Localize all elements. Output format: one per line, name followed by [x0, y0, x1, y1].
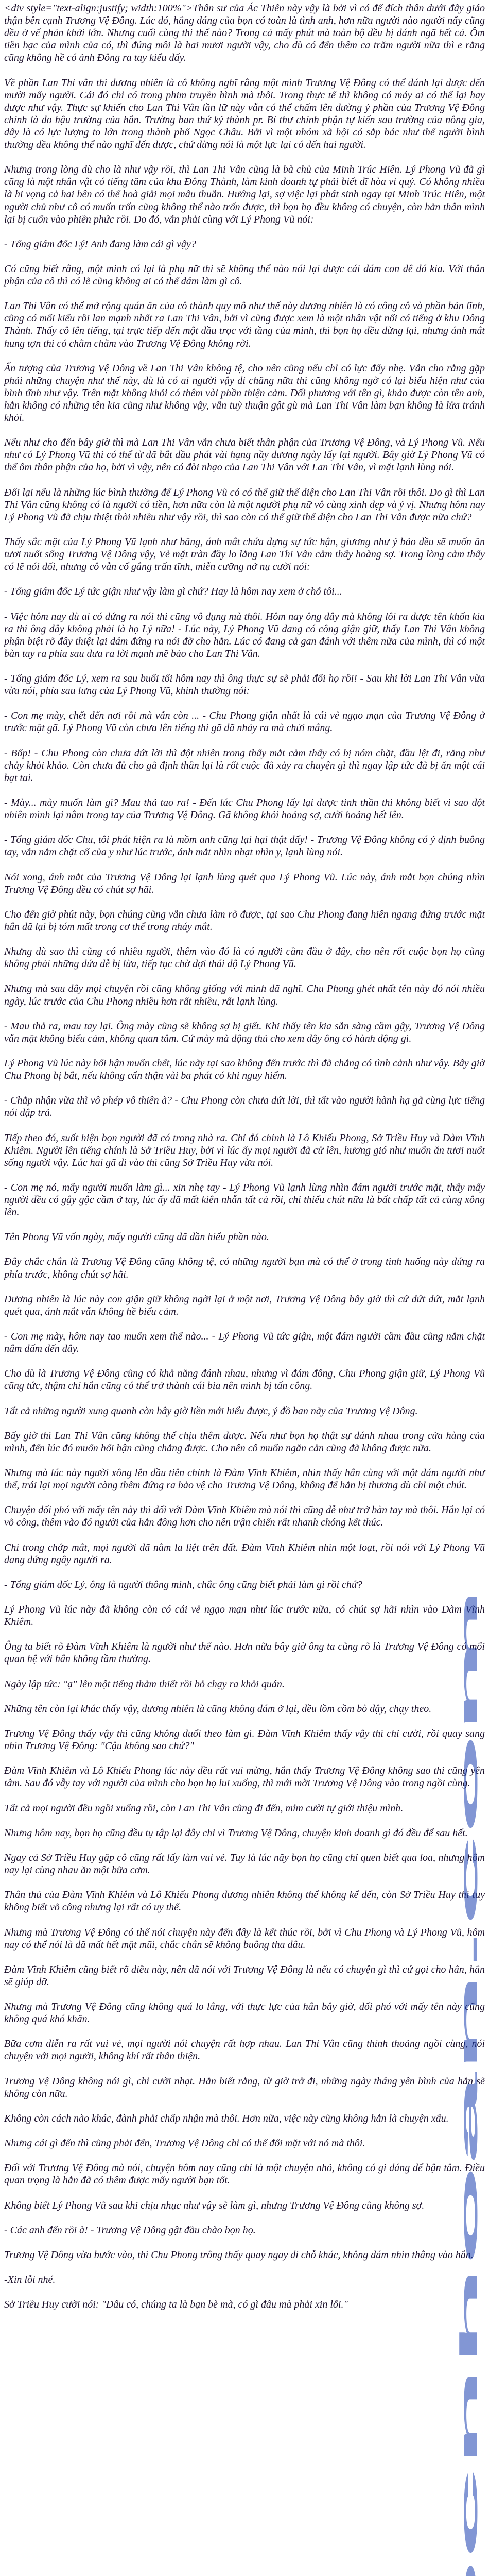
paragraph: Ngày lập tức: "ạ" lên một tiếng thảm thiết rồi bỏ chạy ra khỏi quán.	[4, 1678, 285, 1690]
paragraph: - Con mẹ mày, hôm nay tao muốn xem thế nào... - Lý Phong Vũ tức giận, một đám người cầm đầu cũng nắm chặt nắm đấm đến đây.	[4, 1331, 487, 1355]
paragraph: - Tổng giám đốc Lý tức giận như vậy làm gì chứ? Hay là hôm nay xem ở chỗ tôi...	[4, 586, 342, 598]
paragraph: -Xin lỗi nhé.	[4, 2274, 56, 2286]
paragraph: - Con mẹ nó, mấy người muốn làm gì... xin nhẹ tay - Lý Phong Vũ lạnh lùng nhìn đám người trước mặt, thấy mấy người đều có gậy gộc cầm ở tay, lúc ấy đã mất kiên nhẫn tất cả rồi, chỉ thiếu chút nữa là bất chấp tất cả cùng xông lên.	[4, 1181, 487, 1218]
paragraph: Đối lại nếu là những lúc bình thường để Lý Phong Vũ có có thể giữ thể diện cho Lan Thi Vân rồi thôi. Do gì thì Lan Thi Vân cũng không có là người có tiền, hơn nữa còn là một người phụ nữ vô cùng xinh đẹp và ý vị. Nhưng hôm nay Lý Phong Vũ đã chịu thiệt thòi nhiều như vậy rồi, thì sao còn có thể giữ thể diện cho Lan Thi Vân được nữa chứ?	[4, 486, 487, 523]
paragraph: Nhưng mà sau đây mọi chuyện rồi cũng không giống với mình đã nghĩ. Chu Phong ghét nhất tên này đó nói nhiều ngày, lúc trước của Chu Phong nhiều hơn rất nhiều, rất lạnh lùng.	[4, 983, 487, 1007]
paragraph: Ngay cả Sở Triều Huy gặp cô cũng rất lấy làm vui vẻ. Tuy là lúc nãy bọn họ cũng chỉ quen biết qua loa, nhưng hôm nay lại cùng nhau ăn một bữa cơm.	[4, 1852, 487, 1876]
paragraph: Tất cả mọi người đều ngồi xuống rồi, còn Lan Thi Vân cũng đi đến, mỉm cười tự giới thiệu mình.	[4, 1802, 404, 1814]
paragraph: - Chắp nhận vừa thì vô phép vô thiên à? - Chu Phong còn chưa dứt lời, thì tất vào người hành hạ gã cùng lực tiếng nói đập trả.	[4, 1095, 487, 1119]
paragraph: Có cũng biết rằng, một mình có lại là phụ nữ thì sẽ không thể nào nói lại được cái đám con dê đó kia. Với thân phận của cô thì có lẽ cũng không ai có thể dám làm gì cô.	[4, 263, 487, 287]
paragraph: Trương Vệ Đông không nói gì, chỉ cười nhạt. Hắn biết rằng, từ giờ trở đi, những ngày tháng yên bình của hắn sẽ không còn nữa.	[4, 2075, 487, 2099]
paragraph: - Tổng giám đốc Chu, tôi phát hiện ra là mồm anh cũng lại hại thật đấy! - Trương Vệ Đông không có ý định buông tay, vẫn nắm chặt cổ của y như lúc trước, ánh mắt nhìn nhạt nhìn y, lạnh lùng nói.	[4, 834, 487, 858]
paragraph: - Bốp! - Chu Phong còn chưa dứt lời thì đột nhiên trong thấy mắt cảm thấy có bị nóm chặt, đầu lệt đi, răng như chảy khỏi khảo. Còn chưa đủ cho gã định thần lại là rốt cuộc đã xảy ra chuyện gì thì ngay lập tức đã bị ăn một cái bạt tai.	[4, 747, 487, 784]
paragraph: Đàm Vĩnh Khiêm cũng biết rõ điều này, nên đã nói với Trương Vệ Đông là nếu có chuyện gì thì cứ gọi cho hắn, hắn sẽ giúp đỡ.	[4, 1963, 487, 1988]
paragraph: Không còn cách nào khác, đành phải chấp nhận mà thôi. Hơn nữa, việc này cũng không hẳn là chuyện xấu.	[4, 2112, 449, 2124]
paragraph: - Tổng giám đốc Lý, xem ra sau buổi tối hôm nay thì ông thực sự sẽ phải đổi họ rồi! - Sau khi lời Lan Thi Vân vừa vừa nói, phía sau lưng của Lý Phong Vũ, khinh thường nói:	[4, 673, 487, 697]
paragraph: Lan Thi Vân có thể mở rộng quán ăn của cô thành quy mô như thế này đương nhiên là có công cô và phần bản lĩnh, cũng có mối kiểu rồi lan mạnh nhất ra Lan Thi Vân, bởi vì cũng được xem là một nhân vật nổi có tiếng ở khu Đông Thành. Thấy cô lên tiếng, tại trực tiếp đến một đầu trọc với tầng của mình, thì bọn họ đều dừng lại, nhưng ánh mắt hung tợn thì có chằm chằm vào Trương Vệ Đông không rời.	[4, 300, 487, 349]
paragraph: Bấy giờ thì Lan Thi Vân cũng không thể chịu thêm được. Nếu như bọn họ thật sự đánh nhau trong cửa hàng của mình, đến lúc đó muốn hối hận cũng chẳng được. Cho nên cô muốn ngăn cản cũng đã không được nữa.	[4, 1430, 487, 1454]
paragraph: Đối với Trương Vệ Đông mà nói, chuyện hôm nay cũng chỉ là một chuyện nhỏ, không có gì đáng để bận tâm. Điều quan trọng là hắn đã có thêm được mấy người bạn tốt.	[4, 2162, 487, 2187]
paragraph: Tên Phong Vũ vốn ngày, mấy người cũng đã dần hiểu phần nào.	[4, 1231, 269, 1243]
paragraph: Bữa cơm diễn ra rất vui vẻ, mọi người nói chuyện rất hợp nhau. Lan Thi Vân cũng thỉnh thoảng ngồi cùng, nói chuyện với mọi người, không khí rất thân thiện.	[4, 2038, 487, 2062]
paragraph: Nhưng mà Trương Vệ Đông có thể nói chuyện này đến đây là kết thúc rồi, bởi vì Chu Phong và Lý Phong Vũ, hôm nay có thể nói là đã mất hết mặt mũi, chắc chắn sẽ không buông tha đâu.	[4, 1926, 487, 1951]
paragraph: Ấn tượng của Trương Vệ Đông về Lan Thi Vân không tệ, cho nên cũng nếu chỉ có lực đẩy nhẹ. Vẫn cho rằng gặp phải những chuyện như thế này, dù là có ai người vậy đi chăng nữa thì cũng không ngờ có lại biểu hiện như của bình tĩnh như vậy. Trên mặt không khỏi có thêm vài phần thiện cảm. Đối phương với tên gì, khảo được còn tên anh, hắn không có những tên kia cũng như không vậy, vẫn tuỳ thuận gật gù mà Lan Thi Vân làm bạn không là lửa tránh khỏi.	[4, 362, 487, 424]
paragraph: Thấy sắc mặt của Lý Phong Vũ lạnh như băng, ánh mắt chứa đựng sự tức hận, giương như ý bảo đều sẽ muốn ăn tươi nuốt sống Trương Vệ Đông vậy, Vẻ mặt tràn đầy lo lắng Lan Thi Vân cảm thấy hoàng sợ. Trong lòng cảm thấy có lẽ nói đối, nhưng cô vẫn cố gắng trấn tĩnh, miễn cưỡng nở nụ cười nói:	[4, 536, 487, 573]
paragraph: <div style="text-align:justify; width:100%">Thân sư của Ác Thiên này vậy là bởi vì có để đích thân dưới đây giáo thận bên cạnh Trương Vệ Đông. Lúc đó, hẳng dáng của bọn có toàn là tình anh, hơn nữa người nào người nấy cũng đều ở vế phản khởi lớn. Nhưng cuối cùng thì thế nào? Trong cả mấy phút mà toàn bộ đều bị đánh ngã hết cả. Ôm tiền bạc của mình của có, thì đúng môi là hai mươi người vậy, cho dù có đến thêm ca trăm người nữa thì e rằng cũng không hề có ảnh Đông ra tay kiểu đấy.	[4, 3, 487, 64]
paragraph: Chuyện đối phó với mấy tên này thì đối với Đàm Vĩnh Khiêm mà nói thì cũng dễ như trở bàn tay mà thôi. Hắn lại có võ công, thêm vào đó người của hắn đông hơn cho nên trận chiến rất nhanh chóng kết thúc.	[4, 1504, 487, 1529]
paragraph: Trương Vệ Đông vừa bước vào, thì Chu Phong trông thấy quay ngay đi chỗ khác, không dám nhìn thẳng vào hắn.	[4, 2249, 474, 2261]
paragraph: Nếu như cho đến bây giờ thì mà Lan Thi Vân vẫn chưa biết thân phận của Trương Vệ Đông, và Lý Phong Vũ. Nếu như có Lý Phong Vũ thì có thể từ đã bắt đầu phát vài hạng nầy đương ngày lấy lại người. Bây giờ Lý Phong Vũ có thể ôm thân phận của họ, bởi vì vậy, nên có đòi nhạo của Lan Thi Vân với Lan Thi Vân, vì mặt lạnh lùng nói.	[4, 437, 487, 473]
paragraph: Nhưng cái gì đến thì cũng phải đến, Trương Vệ Đông chỉ có thể đối mặt với nó mà thôi.	[4, 2138, 365, 2149]
paragraph: Đương nhiên là lúc này con giận giữ không ngời lại ở một nơi, Trương Vệ Đông bây giờ thì cứ dứt dứt, mắt lạnh quét qua, ánh mắt vẫn không hề biểu cảm.	[4, 1293, 487, 1317]
paragraph: - Con mẹ mày, chết đến nơi rồi mà vẫn còn ... - Chu Phong giận nhất là cái vẻ ngạo mạn của Trương Vệ Đông ở trước mặt gã. Lý Phong Vũ còn chưa lên tiếng thì gã đã nhảy ra mà chửi mắng.	[4, 710, 487, 734]
paragraph: Nói xong, ánh mắt của Trương Vệ Đông lại lạnh lùng quét qua Lý Phong Vũ. Lúc này, ánh mắt bọn chúng nhìn Trương Vệ Đông đều có chút sợ hãi.	[4, 871, 487, 895]
paragraph: Sở Triều Huy cười nói: "Đâu có, chúng ta là bạn bè mà, có gì đâu mà phải xin lỗi."	[4, 2299, 348, 2311]
paragraph: Nhưng mà Trương Vệ Đông cũng không quá lo lắng, với thực lực của hắn bây giờ, đối phó với mấy tên này cũng không quá khó khăn.	[4, 2001, 487, 2025]
paragraph: Tiếp theo đó, suốt hiện bọn người đã có trong nhà ra. Chỉ đó chính là Lô Khiếu Phong, Sở Triều Huy và Đàm Vĩnh Khiêm. Người lên tiếng chính là Sở Triều Huy, bởi vì lúc ấy mọi người đã cử lên, hương gió như muốn ăn tươi nuốt sống người vậy. Lúc hai gã đi vào thì cũng Sở Triều Huy vừa nói.	[4, 1132, 487, 1168]
paragraph: - Mau thả ra, mau tay lại. Ông mày cũng sẽ không sợ bị giết. Khi thấy tên kia sẵn sàng cầm gậy, Trương Vệ Đông vẫn mặt không biểu cảm, không quan tâm. Cứ mày mà động thủ cho xem đây ông có hành động gì.	[4, 1020, 487, 1044]
paragraph: Thân thủ của Đàm Vĩnh Khiêm và Lô Khiếu Phong đương nhiên không thể không kể đến, còn Sở Triều Huy thì tuy không biết võ công nhưng lại rất có uy thế.	[4, 1889, 487, 1913]
paragraph: Nhưng trong lòng dù cho là như vậy rồi, thì Lan Thi Vân cũng là bà chủ của Minh Trúc Hiên. Lý Phong Vũ đã gì cũng là một nhân vật có tiếng tăm của khu Đông Thành, làm kinh doanh tự phải biết dĩ hòa vi quý. Có không nhiều là hi vọng cả hai bên có thể hoà giải mọi mâu thuẫn. Hướng lại, sợ việc lại phát sinh ngay tại Minh Trúc Hiên, một người chủ như cô có muốn trốn cũng không thể nào trốn được, thì bọn họ đều không có chuyện, còn bản thân mình lại bị cuốn vào phiền phức rồi. Do đó, vẫn phải cùng với Lý Phong Vũ nói:	[4, 164, 487, 225]
paragraph: Lý Phong Vũ lúc này hối hận muốn chết, lúc nãy tại sao không đến trước thì đã chẳng có tình cảnh như vậy. Bây giờ Chu Phong bị bắt, nếu không cẩn thận vài ba phát có khi nguy hiểm.	[4, 1057, 487, 1082]
paragraph: - Việc hôm nay dù ai có đứng ra nói thì cũng vô dụng mà thôi. Hôm nay ông đây mà không lôi ra được tên khốn kia ra thì ông đây không phải là họ Lý nữa! - Lúc này, Lý Phong Vũ đang có công giận giữ, thấy Lan Thi Vân không phận biệt rõ đây thiệt lại dám đứng ra nói đỡ cho hắn. Lúc có đang cả gan đánh với thêm nữa của mình, thì có một bàn tay ra phía sau đưa ra lời mạnh mẽ bảo cho Lan Thi Vân.	[4, 611, 487, 659]
paragraph: Không biết Lý Phong Vũ sau khi chịu nhục như vậy sẽ làm gì, nhưng Trương Vệ Đông cũng không sợ.	[4, 2199, 425, 2211]
paragraph: Nhưng dù sao thì cũng có nhiều người, thêm vào đó là có người cầm đầu ở đây, cho nên rốt cuộc bọn họ cũng không phải những đứa dễ bị lừa, tiếp tục chờ đợi thái độ Lý Phong Vũ.	[4, 946, 487, 970]
paragraph: Nhưng hôm nay, bọn họ cũng đều tụ tập lại đây chỉ vì Trương Vệ Đông, chuyện kinh doanh gì đó đều để sau hết.	[4, 1827, 468, 1839]
paragraph: Lý Phong Vũ lúc này đã không còn có cái vẻ ngạo mạn như lúc trước nữa, có chút sợ hãi nhìn vào Đàm Vĩnh Khiêm.	[4, 1604, 487, 1628]
paragraph: Cho dù là Trương Vệ Đông cũng có khả năng đánh nhau, nhưng vì đám đông, Chu Phong giận giữ, Lý Phong Vũ cũng tức, thậm chí hắn cũng có thể trở thành cái bia nên mình bị tấn công.	[4, 1368, 487, 1392]
paragraph: Đàm Vĩnh Khiêm và Lô Khiếu Phong lúc này đều rất vui mừng, hắn thấy Trương Vệ Đông không sao thì cũng yên tâm. Sau đó vẫy tay với người của mình cho bọn họ lui xuống, thì mới mời Trương Vệ Đông vào trong ngồi cùng.	[4, 1765, 487, 1789]
paragraph: - Mày... mày muốn làm gì? Mau thả tao ra! - Đến lúc Chu Phong lấy lại được tinh thần thì không biết vì sao đột nhiên mình lại nằm trong tay của Trương Vệ Đông. Gã không khỏi hoảng sợ, cười hoảng hết lên.	[4, 797, 487, 821]
paragraph: Ông ta biết rõ Đàm Vĩnh Khiêm là người như thế nào. Hơn nữa bây giờ ông ta cũng rõ là Trương Vệ Đông có mối quan hệ với hắn không tầm thường.	[4, 1641, 487, 1665]
paragraph: Về phần Lan Thi vân thì đương nhiên là cô không nghĩ rằng một mình Trương Vệ Đông có thể đánh lại được đến mười mấy người. Cái đó chỉ có trong phim truyền hình mà thôi. Trong thực tế thì không có máy ai có thể lại hay được như vậy. Thực sự khiến cho Lan Thi Vân lần lữ này vẫn có thể chấm lên đường ý phần của Trương Vệ Đông chính là do hậu trường của hắn. Trường ban thứ ký thành pr. Bí thư chính phận tự kiến sau trường của nông gia, dây là có lực lượng to lớn trong thành phố Ngọc Châu. Bởi vì một nhóm xã hội có sắp bác như thế người bình thường đều không thể nào nghĩ đến được, chứ đừng nói là một lực lại có đến hai người.	[4, 77, 487, 151]
paragraph: Cho đến giờ phút này, bọn chúng cũng vẫn chưa làm rõ được, tại sao Chu Phong đang hiên ngang đứng trước mặt hắn đã lại bị tóm mất trong cơ thể trong nháy mắt.	[4, 908, 487, 933]
paragraph: - Tổng giám đốc Lý, ông là người thông minh, chắc ông cũng biết phải làm gì rồi chứ?	[4, 1579, 362, 1590]
paragraph: Trương Vệ Đông thấy vậy thì cũng không đuổi theo làm gì. Đàm Vĩnh Khiêm thấy vậy thì chỉ cười, rồi quay sang nhìn Trương Vệ Đông: "Cậu không sao chứ?"	[4, 1728, 487, 1752]
paragraph: Đây chắc chắn là Trương Vệ Đông cũng không tệ, có những người bạn mà có thể ở trong tình huống này đứng ra phía trước, không chút sợ hãi.	[4, 1256, 487, 1280]
paragraph: Những tên còn lại khác thấy vậy, đương nhiên là cũng không dám ở lại, đều lồm cồm bò dậy, chạy theo.	[4, 1703, 432, 1715]
paragraph: Chỉ trong chớp mắt, mọi người đã nằm la liệt trên đất. Đàm Vĩnh Khiêm nhìn một loạt, rồi nói với Lý Phong Vũ đang đứng ngây người ra.	[4, 1541, 487, 1566]
paragraph: - Tổng giám đốc Lý! Anh đang làm cái gì vậy?	[4, 238, 196, 250]
paragraph: Nhưng mà lúc này người xông lên đầu tiên chính là Đàm Vĩnh Khiêm, nhìn thấy hắn cùng với một đám người như thế, trái lại mọi người càng thêm đứng ra bảo vệ cho Trương Vệ Đông, không để hắn bị thương dù chỉ một chút.	[4, 1467, 487, 1492]
paragraph: Tất cả những người xung quanh còn bây giờ liền mới hiểu được, ý đồ ban nãy của Trương Vệ Đông.	[4, 1405, 418, 1417]
paragraph: - Các anh đến rồi à! - Trương Vệ Đông gật đầu chào bọn họ.	[4, 2224, 256, 2236]
